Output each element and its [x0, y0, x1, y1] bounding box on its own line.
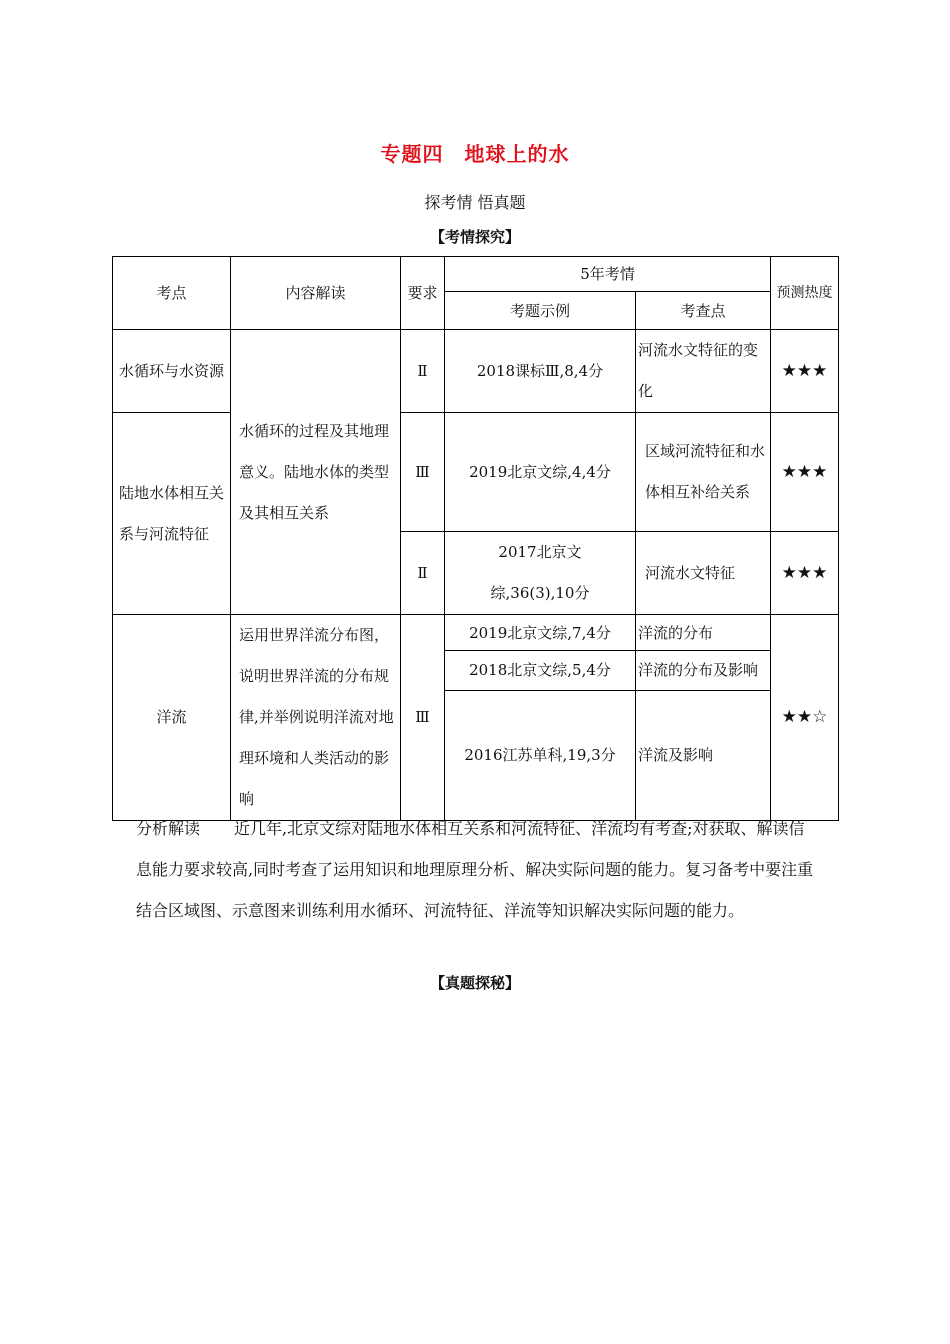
analysis-label: 分析解读	[136, 819, 201, 838]
header-kaodian: 考点	[113, 257, 231, 330]
cell-yaoqiu: Ⅱ	[401, 532, 445, 615]
header-kaochadian: 考查点	[636, 292, 771, 330]
table-header-row	[113, 257, 839, 292]
cell-yuce: ★★★	[771, 532, 839, 615]
cell-shili: 2016江苏单科,19,3分	[445, 690, 636, 820]
table-row	[113, 413, 839, 532]
cell-shili: 2019北京文综,7,4分	[445, 615, 636, 651]
cell-shili: 2018北京文综,5,4分	[445, 651, 636, 690]
analysis-text: 近几年,北京文综对陆地水体相互关系和河流特征、洋流均有考查;对获取、解读信息能力要求较高,同时考查了运用知识和地理原理分析、解决实际问题的能力。复习备考中要注重结合区域图、示意图来训练利用水循环、河流特征、洋流等知识解决实际问题的能力。	[136, 819, 814, 920]
header-yaoqiu: 要求	[401, 257, 445, 330]
cell-neirong-water: 水循环的过程及其地理意义。陆地水体的类型及其相互关系	[231, 330, 401, 615]
cell-shili: 2019北京文综,4,4分	[445, 413, 636, 532]
cell-yaoqiu: Ⅲ	[401, 413, 445, 532]
cell-yaoqiu: Ⅲ	[401, 615, 445, 821]
cell-kaochadian: 洋流的分布及影响	[636, 651, 771, 690]
analysis-paragraph	[136, 808, 816, 931]
cell-yuce: ★★★	[771, 413, 839, 532]
cell-yuce: ★★★	[771, 330, 839, 413]
page-subtitle: 探考情 悟真题	[424, 193, 526, 212]
cell-kaodian: 陆地水体相互关系与河流特征	[113, 413, 231, 615]
cell-kaochadian: 洋流及影响	[636, 690, 771, 820]
header-yuce: 预测热度	[771, 257, 839, 330]
header-five-year: 5年考情	[445, 257, 771, 292]
cell-neirong-ocean: 运用世界洋流分布图，说明世界洋流的分布规律,并举例说明洋流对地理环境和人类活动的影响	[231, 615, 401, 821]
header-neirong: 内容解读	[231, 257, 401, 330]
cell-kaochadian: 河流水文特征的变化	[636, 330, 771, 413]
table-row	[113, 615, 839, 651]
cell-shili: 2017北京文综,36(3),10分	[445, 532, 636, 615]
table-row	[113, 330, 839, 413]
cell-kaochadian: 洋流的分布	[636, 615, 771, 651]
cell-kaodian: 洋流	[113, 615, 231, 821]
section-heading-real-exam: 【真题探秘】	[429, 974, 520, 992]
exam-analysis-table	[112, 256, 839, 821]
header-shili: 考题示例	[445, 292, 636, 330]
cell-kaochadian: 河流水文特征	[636, 532, 771, 615]
page-title: 专题四 地球上的水	[380, 142, 570, 166]
cell-yuce: ★★☆	[771, 615, 839, 821]
cell-shili: 2018课标Ⅲ,8,4分	[445, 330, 636, 413]
cell-kaochadian: 区域河流特征和水体相互补给关系	[636, 413, 771, 532]
cell-kaodian: 水循环与水资源	[113, 330, 231, 413]
cell-yaoqiu: Ⅱ	[401, 330, 445, 413]
section-heading-exam-analysis: 【考情探究】	[429, 228, 520, 246]
